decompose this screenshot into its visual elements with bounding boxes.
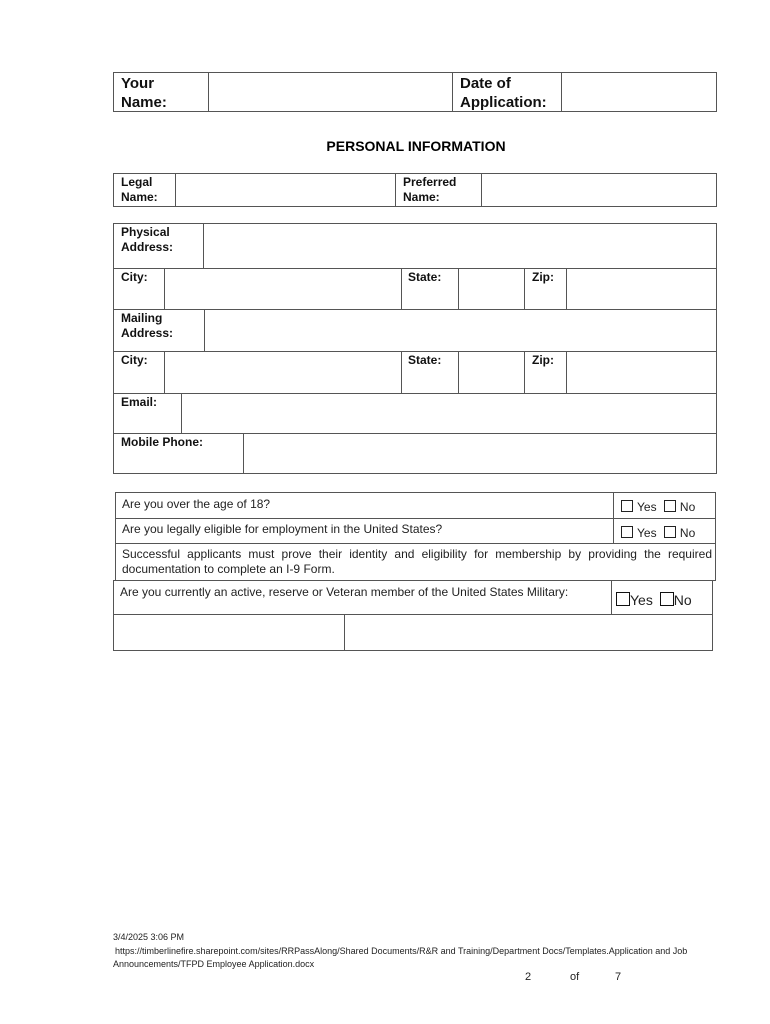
military-no-label: No: [673, 592, 692, 608]
physical-address-field[interactable]: [203, 223, 717, 269]
page-number-of: of: [570, 971, 580, 983]
mailing-city-label: City:: [121, 353, 148, 367]
eligibility-question: Are you legally eligible for employment in the United States?: [122, 522, 443, 536]
age-answer-options: [621, 500, 695, 514]
date-of-application-field[interactable]: [561, 72, 717, 112]
physical-zip-field[interactable]: [566, 268, 717, 310]
age-question: Are you over the age of 18?: [122, 497, 271, 511]
eligibility-no-label: No: [679, 526, 696, 540]
mailing-city-field[interactable]: [164, 351, 402, 394]
military-no-checkbox[interactable]: [660, 592, 674, 606]
physical-address-label: Physical Address:: [121, 225, 174, 254]
mailing-zip-field[interactable]: [566, 351, 717, 394]
physical-state-field[interactable]: [458, 268, 525, 310]
mobile-phone-field[interactable]: [243, 433, 717, 474]
mailing-address-field[interactable]: [204, 309, 717, 352]
military-yes-label: Yes: [630, 592, 653, 608]
eligibility-yes-checkbox[interactable]: [621, 526, 633, 538]
military-yes-checkbox[interactable]: [616, 592, 630, 606]
email-label: Email:: [121, 395, 158, 409]
age-no-label: No: [679, 500, 696, 514]
physical-city-field[interactable]: [164, 268, 402, 310]
eligibility-answer-options: [621, 526, 695, 540]
mailing-zip-label: Zip:: [532, 353, 554, 367]
legal-name-field[interactable]: [175, 173, 396, 207]
physical-zip-label: Zip:: [532, 270, 554, 284]
page-number-total: 7: [615, 971, 622, 983]
legal-name-label: Legal Name:: [121, 175, 158, 204]
military-detail-field-right[interactable]: [344, 614, 713, 651]
email-field[interactable]: [181, 393, 717, 434]
footer-url-line-2: Announcements/TFPD Employee Application.docx: [113, 959, 315, 969]
footer-timestamp: 3/4/2025 3:06 PM: [113, 932, 185, 942]
mailing-state-label: State:: [408, 353, 442, 367]
page-number-current: 2: [525, 971, 532, 983]
military-question: Are you currently an active, reserve or Veteran member of the United States Military:: [120, 585, 569, 599]
footer-url-line-1: https://timberlinefire.sharepoint.com/sites/RRPassAlong/Shared Documents/R&R and Training/Department Docs/Templates.Application and Job: [115, 946, 688, 956]
date-of-application-label: Date of Application:: [460, 75, 547, 111]
mobile-phone-label: Mobile Phone:: [121, 435, 203, 449]
age-no-checkbox[interactable]: [664, 500, 676, 512]
age-yes-label: Yes: [637, 500, 657, 514]
preferred-name-field[interactable]: [481, 173, 717, 207]
military-detail-field-left[interactable]: [113, 614, 345, 651]
mailing-state-field[interactable]: [458, 351, 525, 394]
military-answer-options: [616, 592, 692, 608]
physical-state-label: State:: [408, 270, 442, 284]
section-title: PERSONAL INFORMATION: [326, 138, 506, 154]
physical-city-label: City:: [121, 270, 148, 284]
i9-notice: Successful applicants must prove their identity and eligibility for membership by providing the required documentation to complete an I-9 Form.: [122, 547, 712, 576]
age-yes-checkbox[interactable]: [621, 500, 633, 512]
preferred-name-label: Preferred Name:: [403, 175, 457, 204]
eligibility-no-checkbox[interactable]: [664, 526, 676, 538]
mailing-address-label: Mailing Address:: [121, 311, 174, 340]
eligibility-yes-label: Yes: [637, 526, 657, 540]
your-name-label: Your Name:: [121, 75, 167, 111]
your-name-field[interactable]: [208, 72, 453, 112]
